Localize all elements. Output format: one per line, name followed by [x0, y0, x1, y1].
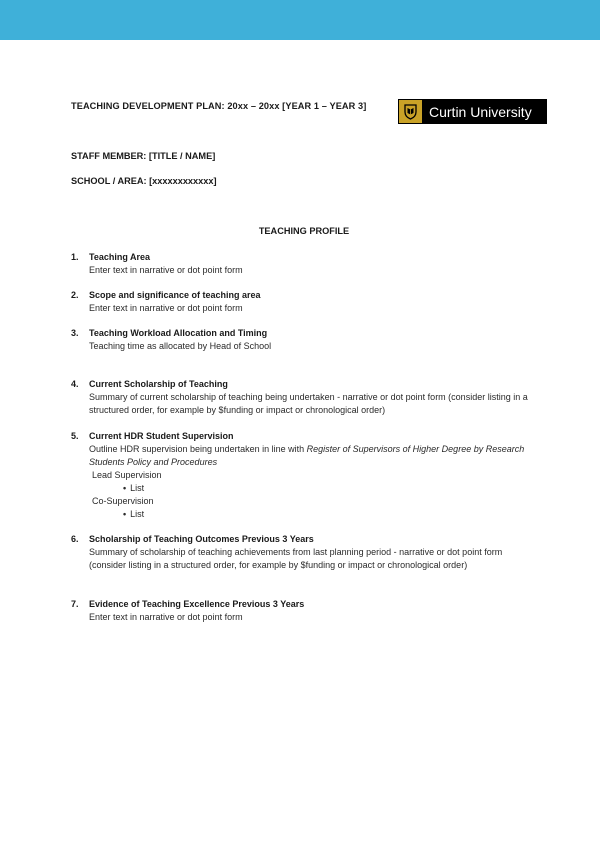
item-title: Teaching Workload Allocation and Timing	[89, 328, 268, 338]
document-title: TEACHING DEVELOPMENT PLAN: 20xx – 20xx [YEAR 1 – YEAR 3]	[71, 101, 367, 111]
co-supervision-label: Co-Supervision	[92, 496, 154, 506]
list-item	[71, 378, 541, 417]
list-item	[71, 327, 541, 353]
item-number: 2.	[71, 290, 79, 300]
header-band	[0, 0, 600, 40]
school-area-field: SCHOOL / AREA: [xxxxxxxxxxxx]	[71, 176, 217, 186]
bullet-icon: •	[123, 509, 127, 519]
item-number: 7.	[71, 599, 79, 609]
item-title: Evidence of Teaching Excellence Previous 3 Years	[89, 599, 305, 609]
list-item	[71, 533, 541, 572]
bullet-icon: •	[123, 483, 127, 493]
lead-supervision-list-text: List	[130, 483, 145, 493]
item-body: Summary of scholarship of teaching achievements from last planning period - narrative or dot point form (consider listing in a structured order, for example by $funding or impact or chronological order)	[89, 547, 503, 570]
lead-supervision-list-item	[123, 482, 541, 495]
item-body	[89, 443, 541, 469]
item-number: 1.	[71, 252, 79, 262]
co-supervision-list-item	[123, 508, 541, 521]
section-heading: TEACHING PROFILE	[258, 226, 350, 236]
item-body: Enter text in narrative or dot point form	[89, 612, 243, 622]
item-body: Summary of current scholarship of teaching being undertaken - narrative or dot point form (consider listing in a structured order, for example by $funding or impact or chronological order)	[89, 392, 528, 415]
item-body: Enter text in narrative or dot point form	[89, 303, 243, 313]
co-supervision-list-text: List	[130, 509, 145, 519]
item-title: Teaching Area	[89, 252, 151, 262]
item-title: Scholarship of Teaching Outcomes Previous 3 Years	[89, 534, 314, 544]
list-item	[71, 251, 541, 277]
curtin-crest-icon	[399, 100, 422, 123]
list-item	[71, 430, 541, 521]
item-number: 5.	[71, 431, 79, 441]
list-item	[71, 598, 541, 624]
item-title: Scope and significance of teaching area	[89, 290, 261, 300]
list-item	[71, 289, 541, 315]
policy-reference: Register of Supervisors of Higher Degree by Research Students Policy and Procedures	[89, 444, 525, 467]
staff-member-field: STAFF MEMBER: [TITLE / NAME]	[71, 151, 216, 161]
lead-supervision-label: Lead Supervision	[92, 470, 162, 480]
item-title: Current Scholarship of Teaching	[89, 379, 228, 389]
item-number: 6.	[71, 534, 79, 544]
item-body: Enter text in narrative or dot point form	[89, 265, 243, 275]
item-title: Current HDR Student Supervision	[89, 431, 234, 441]
item-body: Teaching time as allocated by Head of School	[89, 341, 272, 351]
item-body-text: Outline HDR supervision being undertaken in line with	[89, 444, 307, 454]
curtin-logo	[398, 99, 547, 124]
item-number: 3.	[71, 328, 79, 338]
item-number: 4.	[71, 379, 79, 389]
logo-text: Curtin University	[429, 103, 532, 120]
